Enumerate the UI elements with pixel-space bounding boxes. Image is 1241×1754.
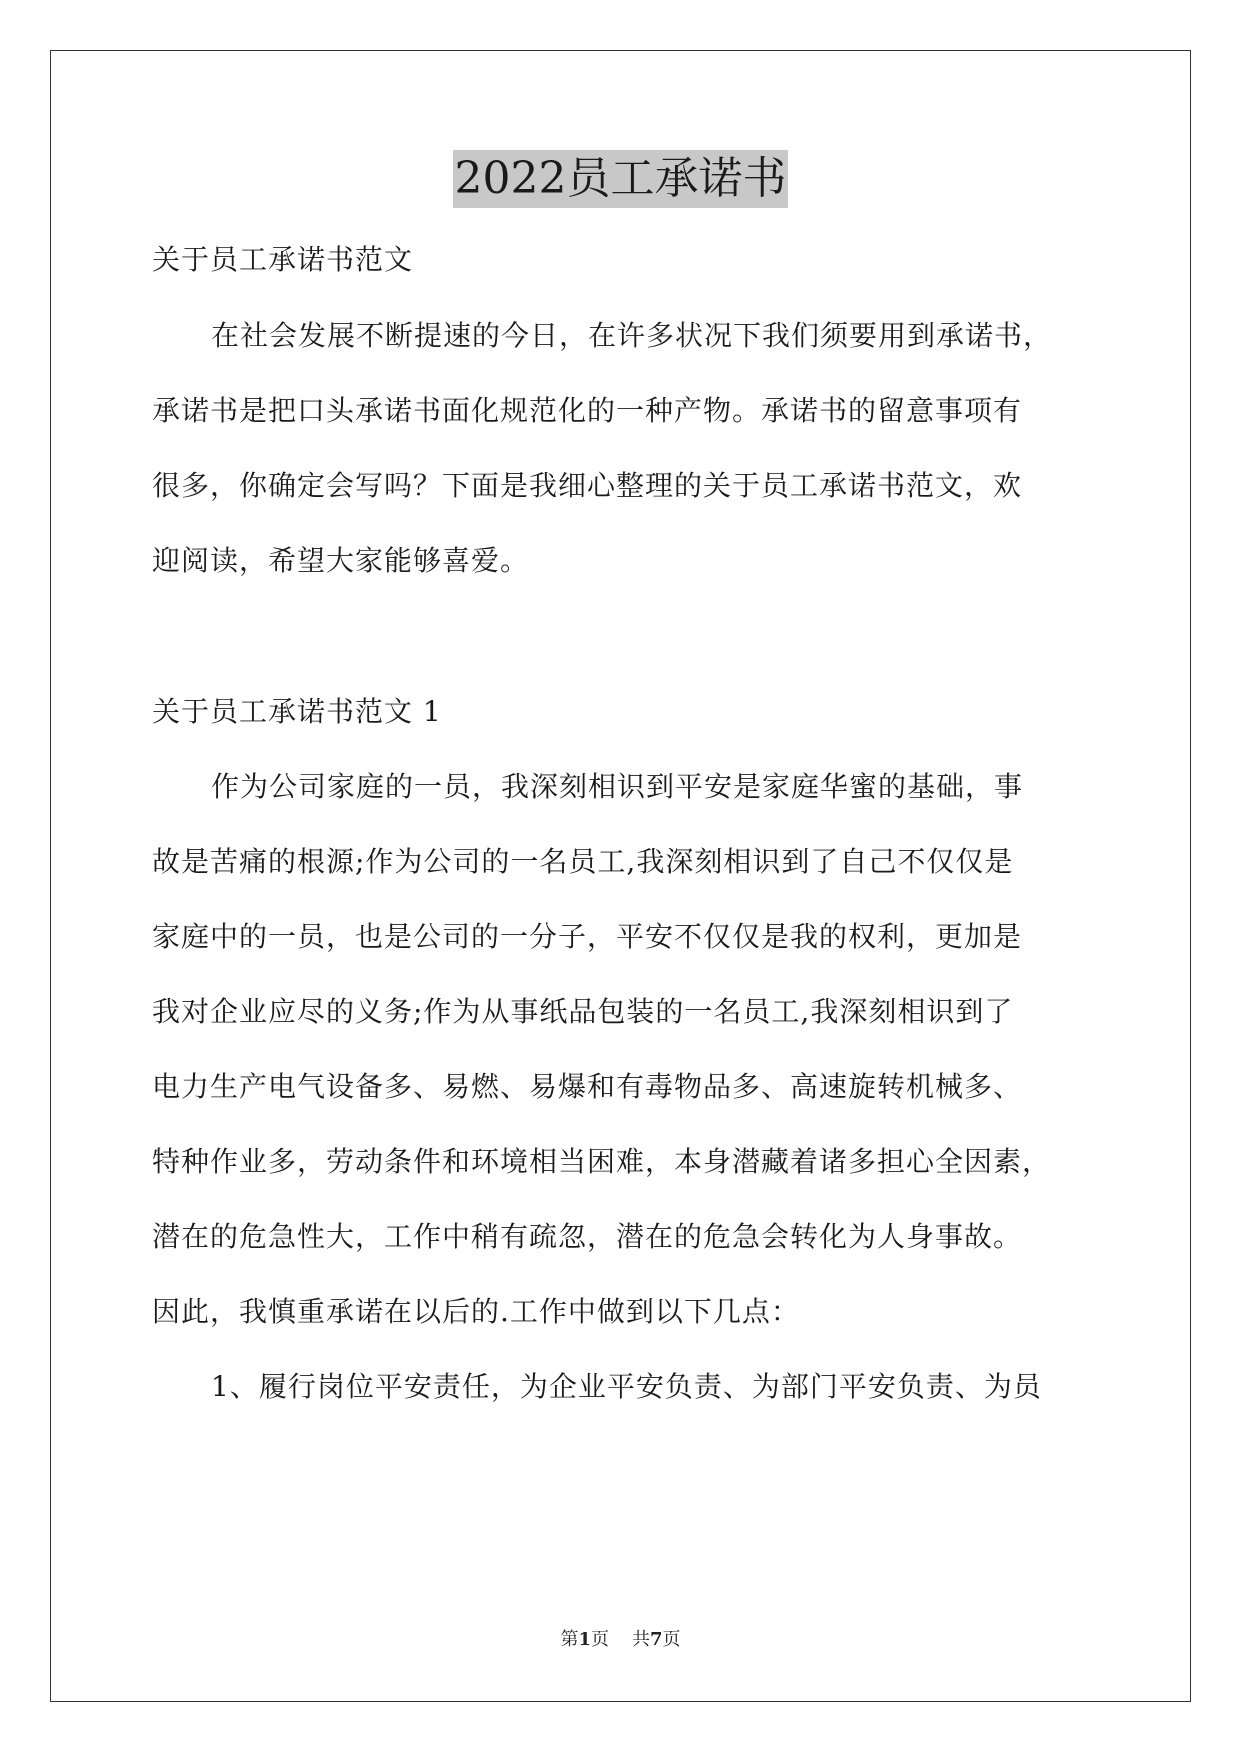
page-suffix: 页	[591, 1629, 610, 1650]
document-title: 2022员工承诺书	[453, 150, 789, 208]
paragraph-line: 在社会发展不断提速的今日，在许多状况下我们须要用到承诺书，	[211, 319, 1053, 352]
paragraph-line: 很多，你确定会写吗？下面是我细心整理的关于员工承诺书范文，欢	[152, 469, 1023, 502]
paragraph-line: 家庭中的一员，也是公司的一分子，平安不仅仅是我的权利，更加是	[152, 920, 1023, 953]
paragraph-line: 迎阅读，希望大家能够喜爱。	[152, 544, 530, 577]
paragraph-line: 电力生产电气设备多、易燃、易爆和有毒物品多、高速旋转机械多、	[152, 1070, 1023, 1103]
section-heading: 关于员工承诺书范文 1	[152, 695, 442, 728]
paragraph-line: 特种作业多，劳动条件和环境相当困难，本身潜藏着诸多担心全因素，	[152, 1145, 1052, 1178]
total-suffix: 页	[662, 1629, 681, 1650]
paragraph-line: 故是苦痛的根源;作为公司的一名员工,我深刻相识到了自己不仅仅是	[152, 845, 1014, 878]
paragraph-line: 因此，我慎重承诺在以后的.工作中做到以下几点：	[152, 1295, 800, 1328]
paragraph-line: 作为公司家庭的一员，我深刻相识到平安是家庭华蜜的基础，事	[211, 770, 1024, 803]
title-container	[0, 150, 1241, 208]
page-current: 1	[578, 1629, 592, 1650]
total-pages: 7	[649, 1629, 663, 1650]
paragraph-line: 承诺书是把口头承诺书面化规范化的一种产物。承诺书的留意事项有	[152, 394, 1023, 427]
paragraph-line: 潜在的危急性大，工作中稍有疏忽，潜在的危急会转化为人身事故。	[152, 1220, 1023, 1253]
paragraph-line: 我对企业应尽的义务;作为从事纸品包装的一名员工,我深刻相识到了	[152, 995, 1014, 1028]
list-item-line: 1、履行岗位平安责任，为企业平安负责、为部门平安负责、为员	[211, 1370, 1042, 1403]
page-prefix: 第	[560, 1629, 579, 1650]
total-prefix: 共	[631, 1629, 650, 1650]
subtitle-line: 关于员工承诺书范文	[152, 243, 414, 276]
page-footer	[0, 1628, 1241, 1652]
